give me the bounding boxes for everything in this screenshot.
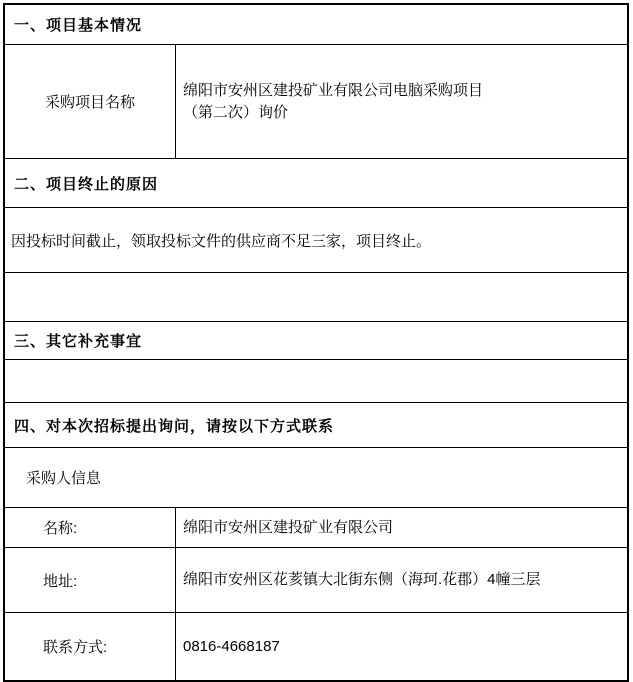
contact-address-label-cell xyxy=(5,548,176,612)
contact-name-label-cell xyxy=(5,508,176,547)
section-4-header xyxy=(5,403,627,448)
contact-name-value-cell xyxy=(176,508,627,547)
empty-row-after-section-3 xyxy=(5,360,627,403)
project-name-row xyxy=(5,45,627,159)
project-name-label: 采购项目名称 xyxy=(44,94,135,111)
termination-reason-text: 因投标时间截止，领取投标文件的供应商不足三家，项目终止。 xyxy=(11,232,432,250)
project-name-value-cell xyxy=(176,45,627,158)
contact-phone-row xyxy=(5,613,627,680)
contact-phone-label-cell xyxy=(5,613,176,680)
section-3-header xyxy=(5,322,627,360)
contact-address-value: 绵阳市安州区花荄镇大北街东侧（海珂.花郡）4幢三层 xyxy=(183,571,541,588)
section-1-title: 一、项目基本情况 xyxy=(14,17,143,34)
announcement-table xyxy=(3,3,629,682)
empty-row-after-reason xyxy=(5,273,627,322)
purchaser-info-title: 采购人信息 xyxy=(26,470,102,487)
contact-phone-value: 0816-4668187 xyxy=(183,637,280,655)
contact-phone-label: 联系方式: xyxy=(43,639,108,656)
project-name-label-cell xyxy=(5,45,176,158)
contact-address-row xyxy=(5,548,627,613)
contact-phone-value-cell xyxy=(176,613,627,680)
section-2-header xyxy=(5,159,627,208)
contact-name-label: 名称: xyxy=(43,520,78,537)
contact-name-row xyxy=(5,508,627,548)
contact-address-value-cell xyxy=(176,548,627,612)
project-name-value-line2: （第二次）询价 xyxy=(183,103,289,121)
section-4-title: 四、对本次招标提出询问，请按以下方式联系 xyxy=(14,417,335,435)
section-2-title: 二、项目终止的原因 xyxy=(14,175,159,193)
section-1-header xyxy=(5,5,627,45)
section-3-title: 三、其它补充事宜 xyxy=(14,333,143,350)
contact-address-label: 地址: xyxy=(43,572,78,590)
termination-reason-row xyxy=(5,208,627,273)
contact-name-value: 绵阳市安州区建投矿业有限公司 xyxy=(183,518,394,536)
purchaser-info-row xyxy=(5,448,627,508)
project-name-value-line1: 绵阳市安州区建投矿业有限公司电脑采购项目 xyxy=(183,81,484,99)
